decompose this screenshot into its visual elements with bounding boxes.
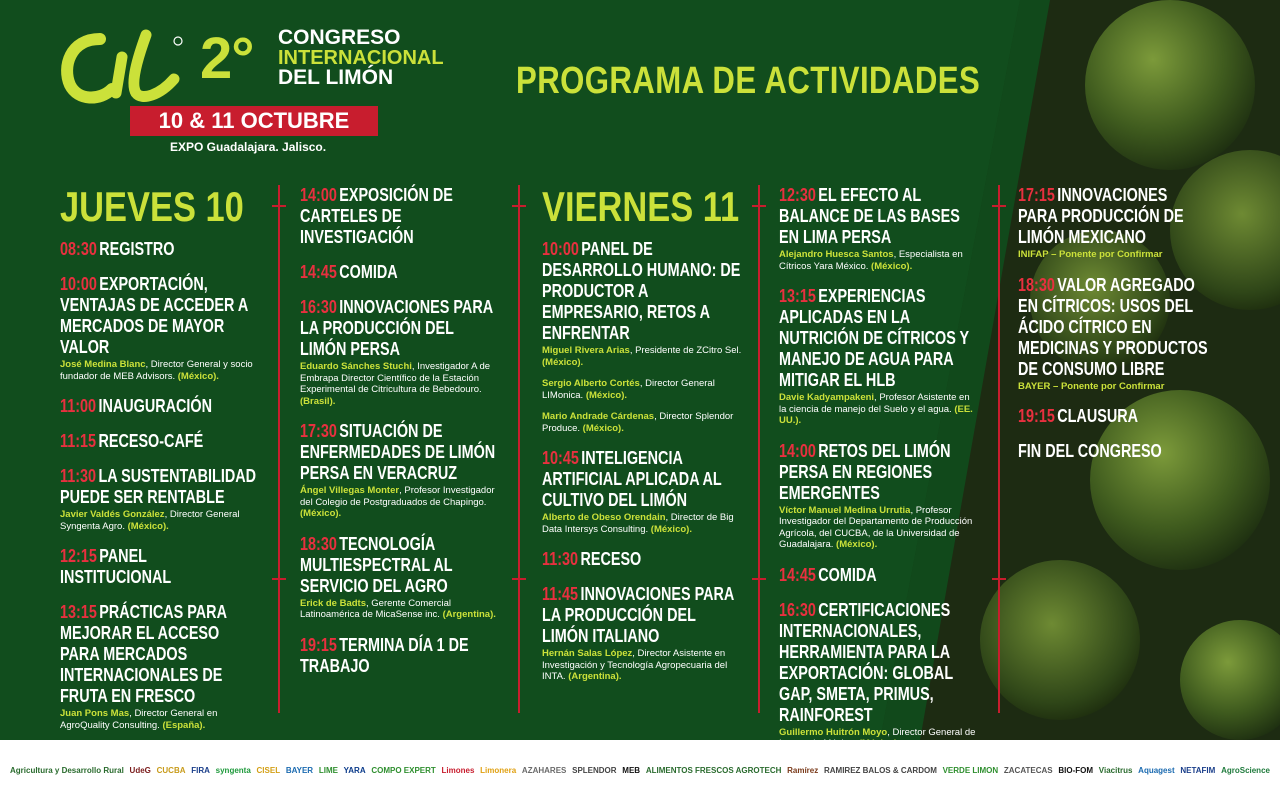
event-title: INAUGURACIÓN bbox=[98, 396, 213, 416]
speaker-country: (Brasil). bbox=[300, 395, 336, 407]
event-time: 12:30 bbox=[779, 185, 816, 205]
event-speaker-info bbox=[1018, 249, 1208, 261]
venue: EXPO Guadalajara. Jalisco. bbox=[170, 140, 327, 154]
speaker-name: Hernán Salas López bbox=[542, 648, 633, 659]
speaker-name: INIFAP – Ponente por Confirmar bbox=[1018, 249, 1163, 260]
schedule-column-friday-c bbox=[1018, 185, 1208, 476]
event-speaker-info bbox=[60, 359, 260, 382]
schedule-event bbox=[300, 635, 500, 677]
event-title: SITUACIÓN DE ENFERMEDADES DE LIMÓN PERSA EN VERACRUZ bbox=[300, 421, 496, 483]
event-time: 11:30 bbox=[60, 466, 97, 486]
schedule-event bbox=[60, 546, 260, 588]
event-time: 19:15 bbox=[300, 634, 337, 655]
event-time: 10:00 bbox=[60, 274, 97, 294]
speaker-country: (Argentina). bbox=[442, 609, 496, 620]
event-speaker-info bbox=[60, 509, 260, 532]
sponsor-logo: Limonera bbox=[480, 765, 517, 775]
sponsor-logo: Agricultura y Desarrollo Rural bbox=[10, 765, 124, 775]
event-title-line bbox=[779, 600, 979, 726]
sponsor-logo: CISEL bbox=[256, 765, 281, 775]
event-title: EXPORTACIÓN, VENTAJAS DE ACCEDER A MERCADOS DE MAYOR VALOR bbox=[60, 274, 248, 357]
event-title: RECESO-CAFÉ bbox=[98, 431, 204, 451]
event-speaker-info bbox=[542, 411, 742, 434]
speaker-detail: , Investigador A de Embrapa Director Científico de la Estación Experimental de Citricultura de Bebedouro. bbox=[300, 361, 491, 395]
event-title: TECNOLOGÍA MULTIESPECTRAL AL SERVICIO DEL AGRO bbox=[300, 533, 453, 596]
event-title: CLAUSURA bbox=[1057, 406, 1139, 426]
sponsor-logo: Aquagest bbox=[1138, 765, 1175, 775]
column-divider bbox=[278, 185, 280, 713]
speaker-detail: , Presidente de ZCitro Sel. bbox=[629, 345, 742, 356]
schedule-event bbox=[779, 600, 979, 750]
speaker-name: Guillermo Huitrón Moyo bbox=[779, 726, 888, 738]
schedule-event bbox=[542, 239, 742, 368]
speaker-detail: , Director General LIMonica. bbox=[542, 378, 715, 401]
event-time: 14:45 bbox=[300, 262, 337, 282]
event-title-line bbox=[779, 185, 979, 248]
event-time: 11:15 bbox=[60, 431, 97, 451]
event-title: VALOR AGREGADO EN CÍTRICOS: USOS DEL ÁCIDO CÍTRICO EN MEDICINAS Y PRODUCTOS DE CONSUMO LIBRE bbox=[1018, 274, 1208, 379]
edition-number: 2° bbox=[200, 26, 254, 91]
schedule-event bbox=[60, 602, 260, 731]
schedule-event bbox=[542, 378, 742, 401]
speaker-name: José Medina Blanc bbox=[60, 359, 146, 370]
event-title-line bbox=[60, 396, 260, 417]
title-line-2: INTERNACIONAL bbox=[278, 47, 444, 69]
event-speaker-info bbox=[542, 648, 742, 683]
event-title: INNOVACIONES PARA PRODUCCIÓN DE LIMÓN MEXICANO bbox=[1018, 185, 1184, 247]
event-speaker-info bbox=[300, 485, 500, 520]
sponsor-logo: AgroScience bbox=[1221, 765, 1270, 775]
schedule-event bbox=[542, 549, 742, 570]
event-time: 10:45 bbox=[542, 448, 579, 468]
event-time: 19:15 bbox=[1018, 406, 1055, 426]
event-title: PANEL INSTITUCIONAL bbox=[60, 546, 172, 587]
day-heading: VIERNES 11 bbox=[542, 183, 740, 230]
event-title: EL EFECTO AL BALANCE DE LAS BASES EN LIMA PERSA bbox=[779, 185, 960, 247]
speaker-detail: , Director General y socio fundador de MEB Advisors. bbox=[60, 359, 253, 382]
speaker-name: Víctor Manuel Medina Urrutia bbox=[779, 504, 911, 516]
event-time: 17:15 bbox=[1018, 185, 1055, 205]
date-badge: 10 & 11 OCTUBRE bbox=[130, 106, 378, 136]
column-divider bbox=[998, 185, 1000, 713]
event-time: 10:00 bbox=[542, 239, 579, 259]
event-speaker-info bbox=[300, 361, 500, 407]
event-title-line bbox=[300, 262, 500, 283]
event-time: 11:30 bbox=[542, 549, 579, 569]
schedule-column-friday-a bbox=[542, 185, 742, 697]
title-line-3: DEL LIMÓN bbox=[278, 66, 394, 89]
schedule-event bbox=[300, 185, 500, 248]
event-title-line bbox=[1018, 406, 1208, 427]
schedule-event bbox=[779, 441, 979, 551]
speaker-detail: , Director General de bbox=[887, 726, 976, 738]
event-title: PANEL DE DESARROLLO HUMANO: DE PRODUCTOR A EMPRESARIO, RETOS A ENFRENTAR bbox=[542, 239, 741, 343]
speaker-detail: , Gerente Comercial Latinoamérica de MicaSense inc. bbox=[300, 597, 452, 620]
event-time: 11:00 bbox=[60, 396, 97, 416]
event-time: 14:00 bbox=[779, 440, 816, 461]
event-title: INTELIGENCIA ARTIFICIAL APLICADA AL CULTIVO DEL LIMÓN bbox=[542, 448, 722, 510]
event-title-line bbox=[300, 635, 500, 677]
sponsor-bar bbox=[0, 740, 1280, 800]
event-title-line bbox=[779, 565, 979, 586]
speaker-country: (México). bbox=[871, 260, 913, 272]
speaker-name: Erick de Badts bbox=[300, 597, 366, 609]
speaker-country: (México). bbox=[542, 356, 584, 368]
event-speaker-info bbox=[300, 598, 500, 621]
schedule-event bbox=[1018, 185, 1208, 261]
speaker-name: Miguel Rivera Arias bbox=[542, 345, 630, 356]
sponsor-logo: BAYER bbox=[285, 765, 314, 775]
speaker-country: (México). bbox=[127, 520, 169, 532]
speaker-country: (México). bbox=[177, 370, 219, 382]
event-title-line bbox=[300, 421, 500, 484]
event-title-line bbox=[542, 448, 742, 511]
day-heading: JUEVES 10 bbox=[60, 183, 244, 230]
sponsor-logo: AZAHARES bbox=[521, 765, 567, 775]
speaker-name: Sergio Alberto Cortés bbox=[542, 378, 640, 389]
event-title: INNOVACIONES PARA LA PRODUCCIÓN DEL LIMÓN PERSA bbox=[300, 297, 493, 359]
schedule-event bbox=[542, 448, 742, 535]
event-title-line bbox=[1018, 185, 1208, 248]
schedule-column-thursday-b bbox=[300, 185, 500, 691]
column-divider bbox=[758, 185, 760, 713]
sponsor-logo: CUCBA bbox=[156, 765, 186, 775]
event-title-line bbox=[60, 466, 260, 508]
schedule-event bbox=[300, 297, 500, 407]
speaker-name: Ángel Villegas Monter bbox=[300, 485, 400, 496]
event-title-line bbox=[779, 441, 979, 504]
event-title: COMIDA bbox=[339, 262, 398, 282]
event-title-line bbox=[300, 297, 500, 360]
event-speaker-info bbox=[779, 392, 979, 427]
speaker-name: Alejandro Huesca Santos bbox=[779, 249, 894, 260]
event-time: 14:00 bbox=[300, 185, 337, 205]
sponsor-logo: RAMIREZ BALOS & CARDOM bbox=[823, 765, 937, 775]
schedule-event bbox=[1018, 275, 1208, 393]
sponsor-logo: SPLENDOR bbox=[572, 765, 617, 775]
event-speaker-info bbox=[779, 505, 979, 551]
speaker-detail: , Director General en AgroQuality Consulting. bbox=[60, 708, 218, 731]
event-time: 13:15 bbox=[60, 602, 97, 622]
speaker-name: Alberto de Obeso Orendain bbox=[542, 512, 666, 523]
event-time: 17:30 bbox=[300, 421, 337, 441]
event-speaker-info bbox=[542, 512, 742, 535]
schedule-event bbox=[300, 421, 500, 520]
schedule-event bbox=[779, 565, 979, 586]
event-title-line bbox=[300, 185, 500, 248]
schedule-event bbox=[60, 274, 260, 382]
speaker-name: Mario Andrade Cárdenas bbox=[542, 411, 655, 422]
speaker-detail: , Director Asistente en Investigación y Tecnología Agropecuaria del INTA. bbox=[542, 648, 728, 682]
schedule-event bbox=[542, 584, 742, 683]
schedule-event bbox=[1018, 406, 1208, 427]
sponsor-logo: ZACATECAS bbox=[1003, 765, 1053, 775]
event-title: RECESO bbox=[580, 549, 642, 569]
event-title-line bbox=[300, 534, 500, 597]
speaker-country: (México). bbox=[582, 422, 624, 434]
sponsor-logo: YARA bbox=[343, 765, 366, 775]
schedule-event bbox=[60, 466, 260, 532]
speaker-name: Javier Valdés González bbox=[60, 509, 165, 520]
speaker-name: Juan Pons Mas bbox=[60, 708, 130, 719]
event-title-line bbox=[779, 286, 979, 391]
speaker-detail: , Director General Syngenta Agro. bbox=[60, 509, 240, 532]
event-time: 11:45 bbox=[542, 584, 579, 604]
speaker-country: (México). bbox=[650, 523, 692, 535]
sponsor-logo: FIRA bbox=[191, 765, 210, 775]
event-title: CERTIFICACIONES INTERNACIONALES, HERRAMIENTA PARA LA EXPORTACIÓN: GLOBAL GAP, SMETA, PRIMUS, RAINFOREST bbox=[779, 599, 953, 725]
sponsor-logo: NETAFIM bbox=[1180, 765, 1216, 775]
event-title-line bbox=[542, 584, 742, 647]
event-speaker-info bbox=[542, 345, 742, 368]
speaker-name: Eduardo Sánches Stuchi bbox=[300, 361, 412, 372]
event-title-line bbox=[542, 549, 742, 570]
event-title: FIN DEL CONGRESO bbox=[1018, 441, 1162, 461]
speaker-country: (EE. UU.). bbox=[779, 403, 973, 426]
schedule-event bbox=[60, 239, 260, 260]
schedule-event bbox=[300, 262, 500, 283]
speaker-detail: , Profesor Investigador del Departamento de Producción Agrícola, del CUCBA, de la Universidad de Guadalajara. bbox=[779, 504, 973, 550]
program-title: PROGRAMA DE ACTIVIDADES bbox=[516, 60, 981, 102]
event-title-line bbox=[542, 239, 742, 344]
event-title: TERMINA DÍA 1 DE TRABAJO bbox=[300, 634, 469, 676]
schedule-event bbox=[300, 534, 500, 621]
schedule-column-thursday-a bbox=[60, 185, 260, 745]
speaker-country: (México). bbox=[300, 508, 342, 519]
speaker-detail: , Director Splendor Produce. bbox=[542, 411, 734, 434]
sponsor-logo: Ramírez bbox=[787, 765, 819, 775]
event-title: INNOVACIONES PARA LA PRODUCCIÓN DEL LIMÓN ITALIANO bbox=[542, 584, 734, 646]
event-time: 16:30 bbox=[779, 599, 816, 620]
column-divider bbox=[518, 185, 520, 713]
schedule-event bbox=[779, 185, 979, 272]
sponsor-logo: UdeG bbox=[129, 765, 151, 775]
title-line-1: CONGRESO bbox=[278, 26, 401, 49]
event-title: LA SUSTENTABILIDAD PUEDE SER RENTABLE bbox=[60, 466, 257, 507]
event-speaker-info bbox=[779, 249, 979, 272]
speaker-country: (México). bbox=[836, 539, 878, 550]
event-title-line bbox=[60, 239, 260, 260]
speaker-country: (España). bbox=[162, 719, 206, 731]
event-time: 14:45 bbox=[779, 564, 816, 585]
sponsor-logo: BIO-FOM bbox=[1058, 765, 1094, 775]
event-time: 16:30 bbox=[300, 297, 337, 317]
sponsor-logo: Limones bbox=[441, 765, 475, 775]
schedule-event bbox=[779, 286, 979, 427]
event-title: COMIDA bbox=[818, 564, 877, 585]
event-speaker-info bbox=[60, 708, 260, 731]
event-title: PRÁCTICAS PARA MEJORAR EL ACCESO PARA MERCADOS INTERNACIONALES DE FRUTA EN FRESCO bbox=[60, 602, 227, 706]
speaker-country: (México). bbox=[585, 389, 628, 401]
speaker-country: (Argentina). bbox=[568, 671, 622, 682]
event-time: 18:30 bbox=[300, 533, 337, 554]
sponsor-logo: MEB bbox=[622, 765, 641, 775]
event-title-line bbox=[60, 546, 260, 588]
speaker-name: Davie Kadyampakeni bbox=[779, 392, 875, 403]
speaker-detail: , Profesor Investigador del Colegio de Postgraduados de Chapingo. bbox=[300, 485, 495, 508]
sponsor-logo: LIME bbox=[318, 765, 338, 775]
sponsor-logo: Viacitrus bbox=[1098, 765, 1133, 775]
speaker-name: BAYER – Ponente por Confirmar bbox=[1018, 380, 1165, 392]
event-title-line bbox=[60, 602, 260, 707]
event-header bbox=[60, 22, 520, 162]
schedule-event bbox=[542, 411, 742, 434]
event-title-line bbox=[60, 431, 260, 452]
event-speaker-info bbox=[542, 378, 742, 401]
cil-logo-icon bbox=[60, 27, 185, 107]
speaker-detail: , Especialista en Cítricos Yara México. bbox=[779, 249, 963, 272]
congress-title bbox=[278, 28, 444, 88]
event-title: RETOS DEL LIMÓN PERSA EN REGIONES EMERGENTES bbox=[779, 440, 951, 503]
schedule-event bbox=[60, 431, 260, 452]
event-speaker-info bbox=[1018, 381, 1208, 393]
schedule-event bbox=[1018, 441, 1208, 462]
schedule-column-friday-b bbox=[779, 185, 979, 764]
sponsor-logo: syngenta bbox=[215, 765, 251, 775]
event-title: EXPERIENCIAS APLICADAS EN LA NUTRICIÓN DE CÍTRICOS Y MANEJO DE AGUA PARA MITIGAR EL HLB bbox=[779, 286, 969, 390]
event-title-line bbox=[60, 274, 260, 358]
event-time: 13:15 bbox=[779, 286, 816, 306]
speaker-detail: , Profesor Asistente en la ciencia de manejo del Suelo y el agua. bbox=[779, 392, 970, 415]
schedule-event bbox=[60, 396, 260, 417]
event-title-line bbox=[1018, 441, 1208, 462]
speaker-detail: , Director de Big Data Intersys Consulting. bbox=[542, 512, 734, 535]
sponsor-logo: ALIMENTOS FRESCOS AGROTECH bbox=[645, 765, 782, 775]
event-title-line bbox=[1018, 275, 1208, 380]
event-title: EXPOSICIÓN DE CARTELES DE INVESTIGACIÓN bbox=[300, 185, 453, 247]
sponsor-logo: VERDE LIMON bbox=[942, 765, 999, 775]
event-time: 12:15 bbox=[60, 546, 97, 566]
event-time: 18:30 bbox=[1018, 274, 1055, 295]
sponsor-logo: COMPO EXPERT bbox=[371, 765, 436, 775]
event-time: 08:30 bbox=[60, 239, 97, 259]
event-title: REGISTRO bbox=[99, 239, 175, 259]
